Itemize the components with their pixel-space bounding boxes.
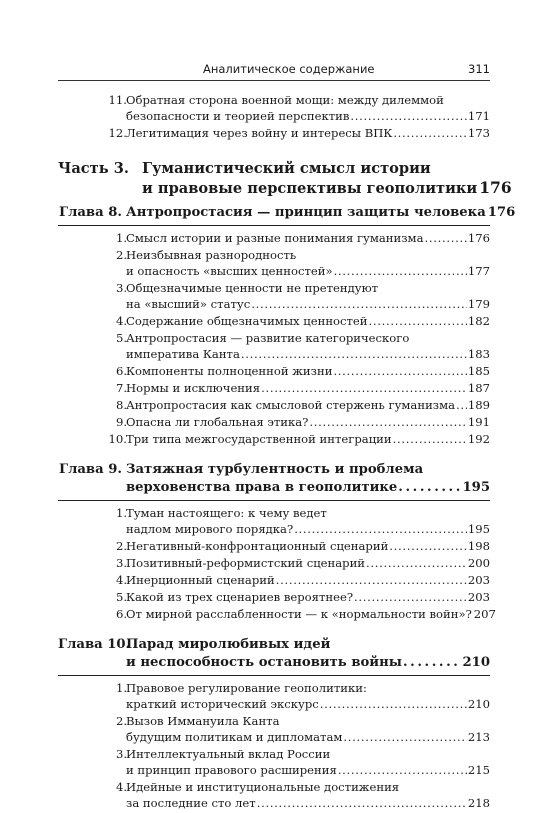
chapter-page: 195 xyxy=(462,480,490,495)
leader-dots xyxy=(366,555,467,571)
entry-page: 210 xyxy=(467,697,490,711)
entry-page: 215 xyxy=(467,763,490,777)
toc-entry[interactable] xyxy=(58,779,490,811)
entry-title-line: Позитивный-реформистский сценарий xyxy=(126,556,366,570)
entry-title-line: безопасности и теорией перспектив xyxy=(126,109,350,123)
entry-number: 3. xyxy=(115,556,127,570)
entry-number: 11. xyxy=(108,93,127,107)
toc-entry[interactable] xyxy=(58,363,490,379)
entry-page: 185 xyxy=(467,364,490,378)
entry-number: 6. xyxy=(115,607,127,621)
entry-number: 9. xyxy=(115,415,127,429)
entry-number: 7. xyxy=(115,381,127,395)
entry-page: 207 xyxy=(473,607,496,621)
entry-page: 189 xyxy=(467,398,490,412)
entry-number: 5. xyxy=(115,331,127,345)
toc-entry[interactable] xyxy=(58,92,490,124)
entry-title-line: Вызов Иммануила Канта xyxy=(126,714,280,728)
entry-title-line: Негативный-конфронтационный сценарий xyxy=(126,539,389,553)
leader-dots xyxy=(425,230,467,246)
leader-dots xyxy=(398,479,461,497)
toc-entry[interactable] xyxy=(58,125,490,141)
leader-dots xyxy=(333,363,466,379)
toc-entry[interactable] xyxy=(58,280,490,312)
entry-number: 2. xyxy=(115,714,127,728)
toc-entry[interactable] xyxy=(58,230,490,246)
entry-number: 1. xyxy=(115,681,127,695)
entry-title-line: и принцип правового расширения xyxy=(126,763,337,777)
toc-entry[interactable] xyxy=(58,380,490,396)
entry-title-line: Обратная сторона военной мощи: между дилеммой xyxy=(126,93,444,107)
toc-entry[interactable] xyxy=(58,505,490,537)
entry-title-line: на «высший» статус xyxy=(126,297,251,311)
entry-page: 218 xyxy=(467,796,490,810)
toc-entry[interactable] xyxy=(58,746,490,778)
entry-page: 195 xyxy=(467,522,490,536)
entry-title-line: Антропростасия как смысловой стержень гуманизма xyxy=(126,398,456,412)
entry-title-line: Опасна ли глобальная этика? xyxy=(126,415,309,429)
entry-page: 198 xyxy=(467,539,490,553)
entry-title-line: Идейные и институциональные достижения xyxy=(126,780,400,794)
entry-page: 182 xyxy=(467,314,490,328)
entry-number: 4. xyxy=(115,314,127,328)
toc-entry[interactable] xyxy=(58,555,490,571)
leader-dots xyxy=(343,729,466,745)
leader-dots xyxy=(334,263,467,279)
toc-entry[interactable] xyxy=(58,313,490,329)
toc-entry[interactable] xyxy=(58,589,490,605)
leader-dots xyxy=(403,654,462,672)
entry-page: 213 xyxy=(467,730,490,744)
entry-title-line: будущим политикам и дипломатам xyxy=(126,730,343,744)
leader-dots xyxy=(241,346,467,362)
entry-title-line: и опасность «высших ценностей» xyxy=(126,264,333,278)
page-number: 311 xyxy=(468,62,490,76)
leader-dots xyxy=(393,431,467,447)
part-title-line: Гуманистический смысл истории xyxy=(142,160,431,177)
toc-entry[interactable] xyxy=(58,431,490,447)
chapter-title-line: Парад миролюбивых идей xyxy=(126,637,331,652)
chapter-heading[interactable] xyxy=(58,636,490,676)
part-title-line: и правовые перспективы геополитики xyxy=(142,180,478,197)
toc-entry[interactable] xyxy=(58,397,490,413)
entry-title-line: Туман настоящего: к чему ведет xyxy=(126,506,327,520)
leader-dots xyxy=(354,589,467,605)
entry-page: 177 xyxy=(467,264,490,278)
entry-title-line: Инерционный сценарий xyxy=(126,573,275,587)
toc-entry[interactable] xyxy=(58,606,496,622)
entry-number: 5. xyxy=(115,590,127,604)
entry-number: 4. xyxy=(115,780,127,794)
entry-page: 176 xyxy=(467,231,490,245)
entry-page: 203 xyxy=(467,590,490,604)
entry-number: 12. xyxy=(108,126,127,140)
leader-dots xyxy=(261,380,467,396)
entry-page: 183 xyxy=(467,347,490,361)
chapter-heading[interactable] xyxy=(58,461,490,501)
entry-number: 3. xyxy=(115,281,127,295)
entry-number: 4. xyxy=(115,573,127,587)
entry-page: 187 xyxy=(467,381,490,395)
entry-page: 200 xyxy=(467,556,490,570)
entry-title-line: за последние сто лет xyxy=(126,796,256,810)
entry-page: 179 xyxy=(467,297,490,311)
entry-title-line: краткий исторический экскурс xyxy=(126,697,319,711)
leader-dots xyxy=(389,538,467,554)
toc-entry[interactable] xyxy=(58,247,490,279)
leader-dots xyxy=(309,414,466,430)
entry-title-line: Смысл истории и разные понимания гуманизма xyxy=(126,231,424,245)
part-heading[interactable] xyxy=(58,159,512,198)
leader-dots xyxy=(393,125,467,141)
entry-title-line: императива Канта xyxy=(126,347,240,361)
entry-title-line: Общезначимые ценности не претендуют xyxy=(126,281,379,295)
entry-number: 8. xyxy=(115,398,127,412)
leader-dots xyxy=(294,521,467,537)
entry-number: 6. xyxy=(115,364,127,378)
entry-number: 1. xyxy=(115,506,127,520)
part-label: Часть 3. xyxy=(58,160,129,177)
chapter-title-line: Антропростасия — принцип защиты человека xyxy=(126,205,486,220)
leader-dots xyxy=(276,572,467,588)
entry-page: 192 xyxy=(467,432,490,446)
entry-number: 2. xyxy=(115,248,127,262)
entry-page: 173 xyxy=(467,126,490,140)
entry-title-line: Какой из трех сценариев вероятнее? xyxy=(126,590,354,604)
chapter-label: Глава 9. xyxy=(58,462,122,477)
entry-title-line: Три типа межгосударственной интеграции xyxy=(126,432,392,446)
chapter-title-line: верховенства права в геополитике xyxy=(126,480,398,495)
chapter-heading[interactable] xyxy=(58,204,516,226)
entry-number: 1. xyxy=(115,231,127,245)
entry-number: 10. xyxy=(108,432,127,446)
running-head xyxy=(58,60,490,81)
toc-entry[interactable] xyxy=(58,572,490,588)
chapter-title-line: Затяжная турбулентность и проблема xyxy=(126,462,424,477)
part-page: 176 xyxy=(479,178,512,197)
toc-entry[interactable] xyxy=(58,330,490,362)
entry-title-line: От мирной расслабленности — к «нормальности войн»? xyxy=(126,607,472,621)
chapter-label: Глава 10. xyxy=(58,637,131,652)
leader-dots xyxy=(338,762,467,778)
entry-title-line: надлом мирового порядка? xyxy=(126,522,294,536)
entry-title-line: Антропростасия — развитие категорического xyxy=(126,331,410,345)
toc-entry[interactable] xyxy=(58,414,490,430)
toc-entry[interactable] xyxy=(58,680,490,712)
toc-entry[interactable] xyxy=(58,713,490,745)
entry-title-line: Правовое регулирование геополитики: xyxy=(126,681,367,695)
entry-title-line: Содержание общезначимых ценностей xyxy=(126,314,368,328)
entry-title-line: Неизбывная разнородность xyxy=(126,248,297,262)
entry-title-line: Нормы и исключения xyxy=(126,381,261,395)
entry-title-line: Компоненты полноценной жизни xyxy=(126,364,333,378)
chapter-label: Глава 8. xyxy=(58,205,122,220)
leader-dots xyxy=(320,696,467,712)
table-of-contents xyxy=(58,92,516,811)
leader-dots xyxy=(251,296,467,312)
leader-dots xyxy=(350,108,466,124)
toc-entry[interactable] xyxy=(58,538,490,554)
chapter-page: 210 xyxy=(462,655,490,670)
entry-title-line: Легитимация через войну и интересы ВПК xyxy=(126,126,393,140)
entry-title-line: Интеллектуальный вклад России xyxy=(126,747,331,761)
chapter-title-line: и неспособность остановить войны xyxy=(126,655,402,670)
chapter-page: 176 xyxy=(487,205,516,220)
leader-dots xyxy=(456,397,467,413)
entry-page: 191 xyxy=(467,415,490,429)
running-head-title: Аналитическое содержание xyxy=(203,62,375,76)
entry-number: 2. xyxy=(115,539,127,553)
entry-page: 203 xyxy=(467,573,490,587)
entry-number: 3. xyxy=(115,747,127,761)
leader-dots xyxy=(369,313,467,329)
entry-page: 171 xyxy=(467,109,490,123)
leader-dots xyxy=(257,795,467,811)
